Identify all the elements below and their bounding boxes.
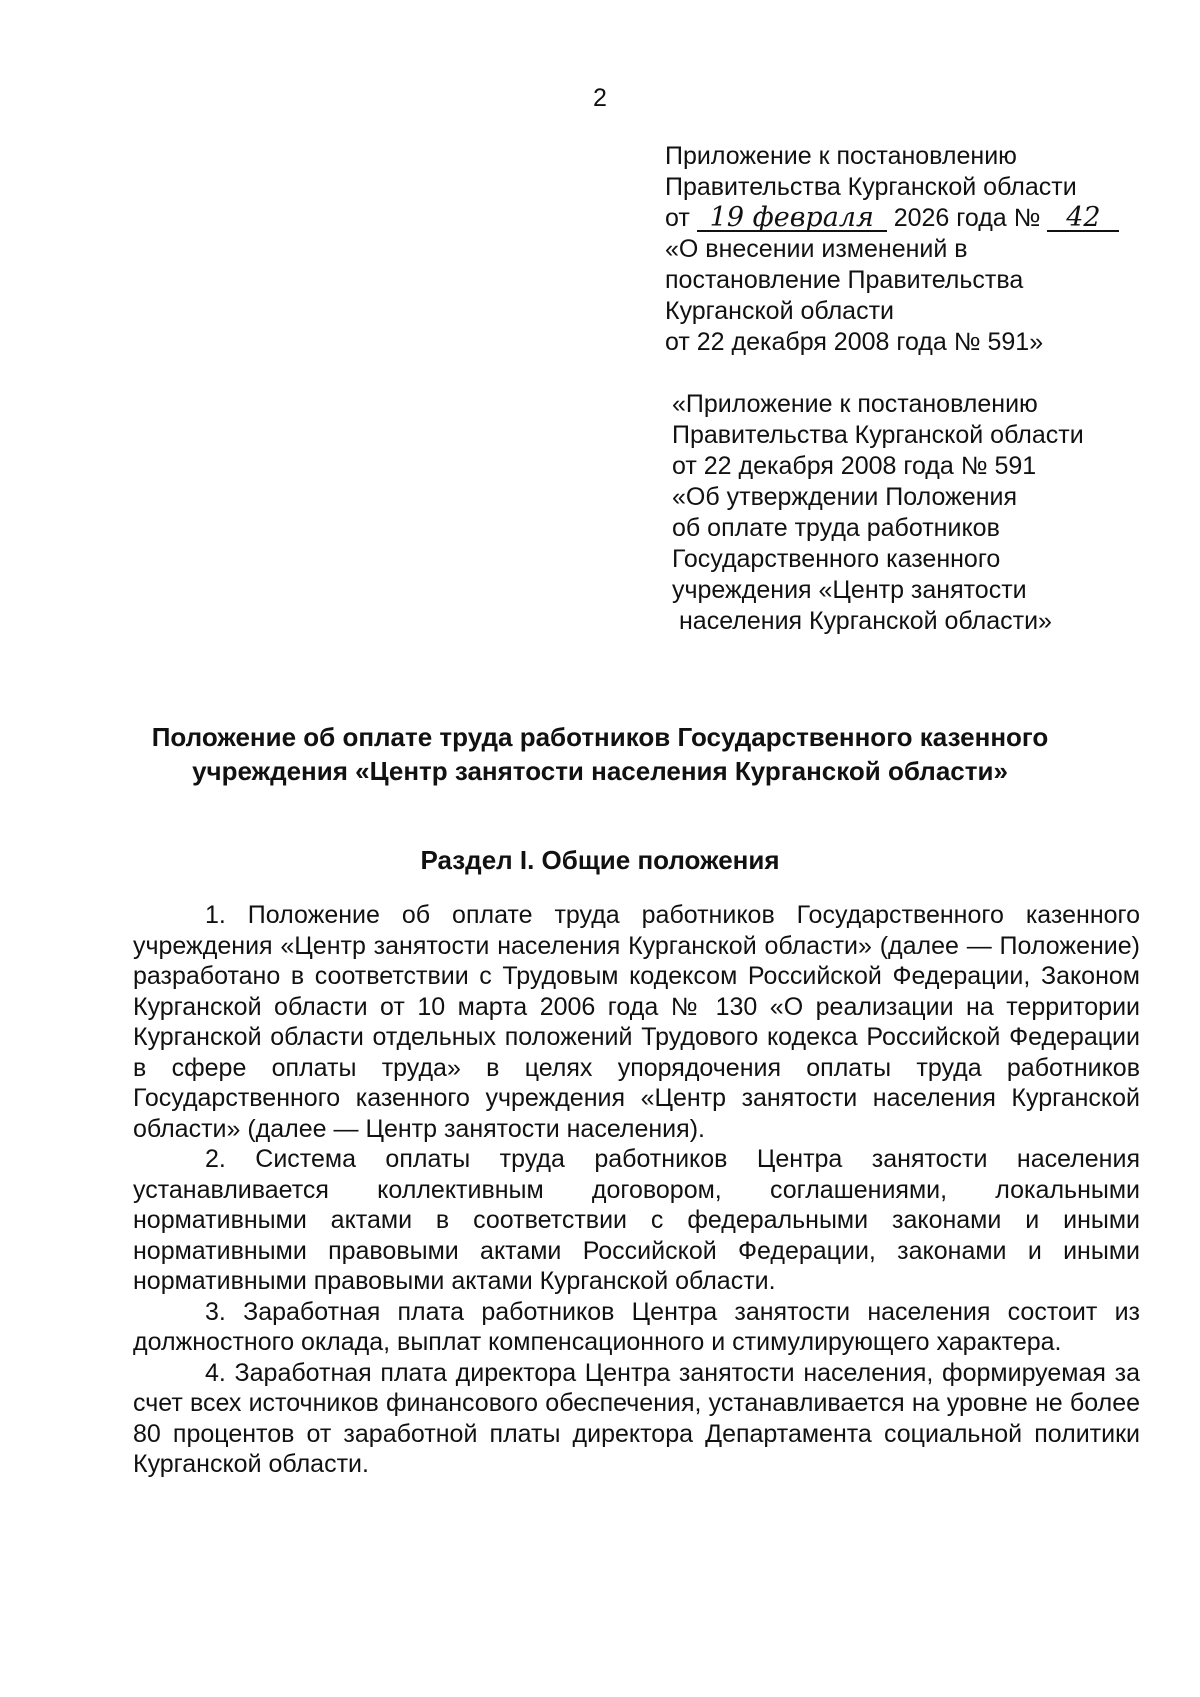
original-appendix-line: населения Курганской области» bbox=[679, 607, 1052, 635]
paragraph: 2. Система оплаты труда работников Центра занятости населения устанавливается коллективным договором, соглашениями, локальными нормативными актами в соответствии с федеральными законами и иными нормативными правовыми актами Российской Федерации, законами и иными нормативными правовыми актами Курганской области. bbox=[133, 1145, 1140, 1295]
original-appendix-line: «Об утверждении Положения bbox=[672, 483, 1018, 511]
date-prefix: от bbox=[665, 204, 690, 232]
document-title: Положение об оплате труда работников Государственного казенного учреждения «Центр занятости населения Курганской области» bbox=[151, 722, 1049, 786]
appendix-line: Курганской области bbox=[665, 297, 895, 325]
handwritten-date: 19 февраля bbox=[697, 206, 887, 232]
paragraph: 3. Заработная плата работников Центра занятости населения состоит из должностного оклада, выплат компенсационного и стимулирующего характера. bbox=[133, 1297, 1140, 1356]
original-appendix-line: учреждения «Центр занятости bbox=[672, 576, 1027, 604]
appendix-date-line bbox=[665, 203, 1185, 234]
original-appendix bbox=[672, 389, 1192, 637]
year-text: 2026 года № bbox=[893, 204, 1041, 232]
section-title: Раздел I. Общие положения bbox=[420, 845, 780, 875]
original-appendix-line: от 22 декабря 2008 года № 591 bbox=[672, 452, 1037, 480]
document-body bbox=[133, 900, 1140, 1480]
paragraph: 1. Положение об оплате труда работников Государственного казенного учреждения «Центр занятости населения Курганской области» (далее — Положение) разработано в соответствии с Трудовым кодексом Российской Федерации, Законом Курганской области от 10 марта 2006 года № 130 «О реализации на территории Курганской области отдельных положений Трудового кодекса Российской Федерации в сфере оплаты труда» в целях упорядочения оплаты труда работников Государственного казенного учреждения «Центр занятости населения Курганской области» (далее — Центр занятости населения). bbox=[133, 901, 1140, 1143]
appendix-line: от 22 декабря 2008 года № 591» bbox=[665, 328, 1044, 356]
appendix-line: постановление Правительства bbox=[665, 266, 1024, 294]
page-number: 2 bbox=[593, 84, 607, 112]
original-appendix-line: об оплате труда работников bbox=[672, 514, 1000, 542]
handwritten-number: 42 bbox=[1047, 206, 1119, 232]
appendix-line: «О внесении изменений в bbox=[665, 235, 968, 263]
original-appendix-line: Государственного казенного bbox=[672, 545, 1001, 573]
original-appendix-line: «Приложение к постановлению bbox=[672, 390, 1038, 418]
appendix-line: Приложение к постановлению bbox=[665, 142, 1017, 170]
paragraph: 4. Заработная плата директора Центра занятости населения, формируемая за счет всех источников финансового обеспечения, устанавливается на уровне не более 80 процентов от заработной платы директора Департамента социальной политики Курганской области. bbox=[133, 1358, 1140, 1478]
appendix-line: Правительства Курганской области bbox=[665, 173, 1077, 201]
original-appendix-line: Правительства Курганской области bbox=[672, 421, 1084, 449]
appendix-header bbox=[665, 141, 1185, 358]
